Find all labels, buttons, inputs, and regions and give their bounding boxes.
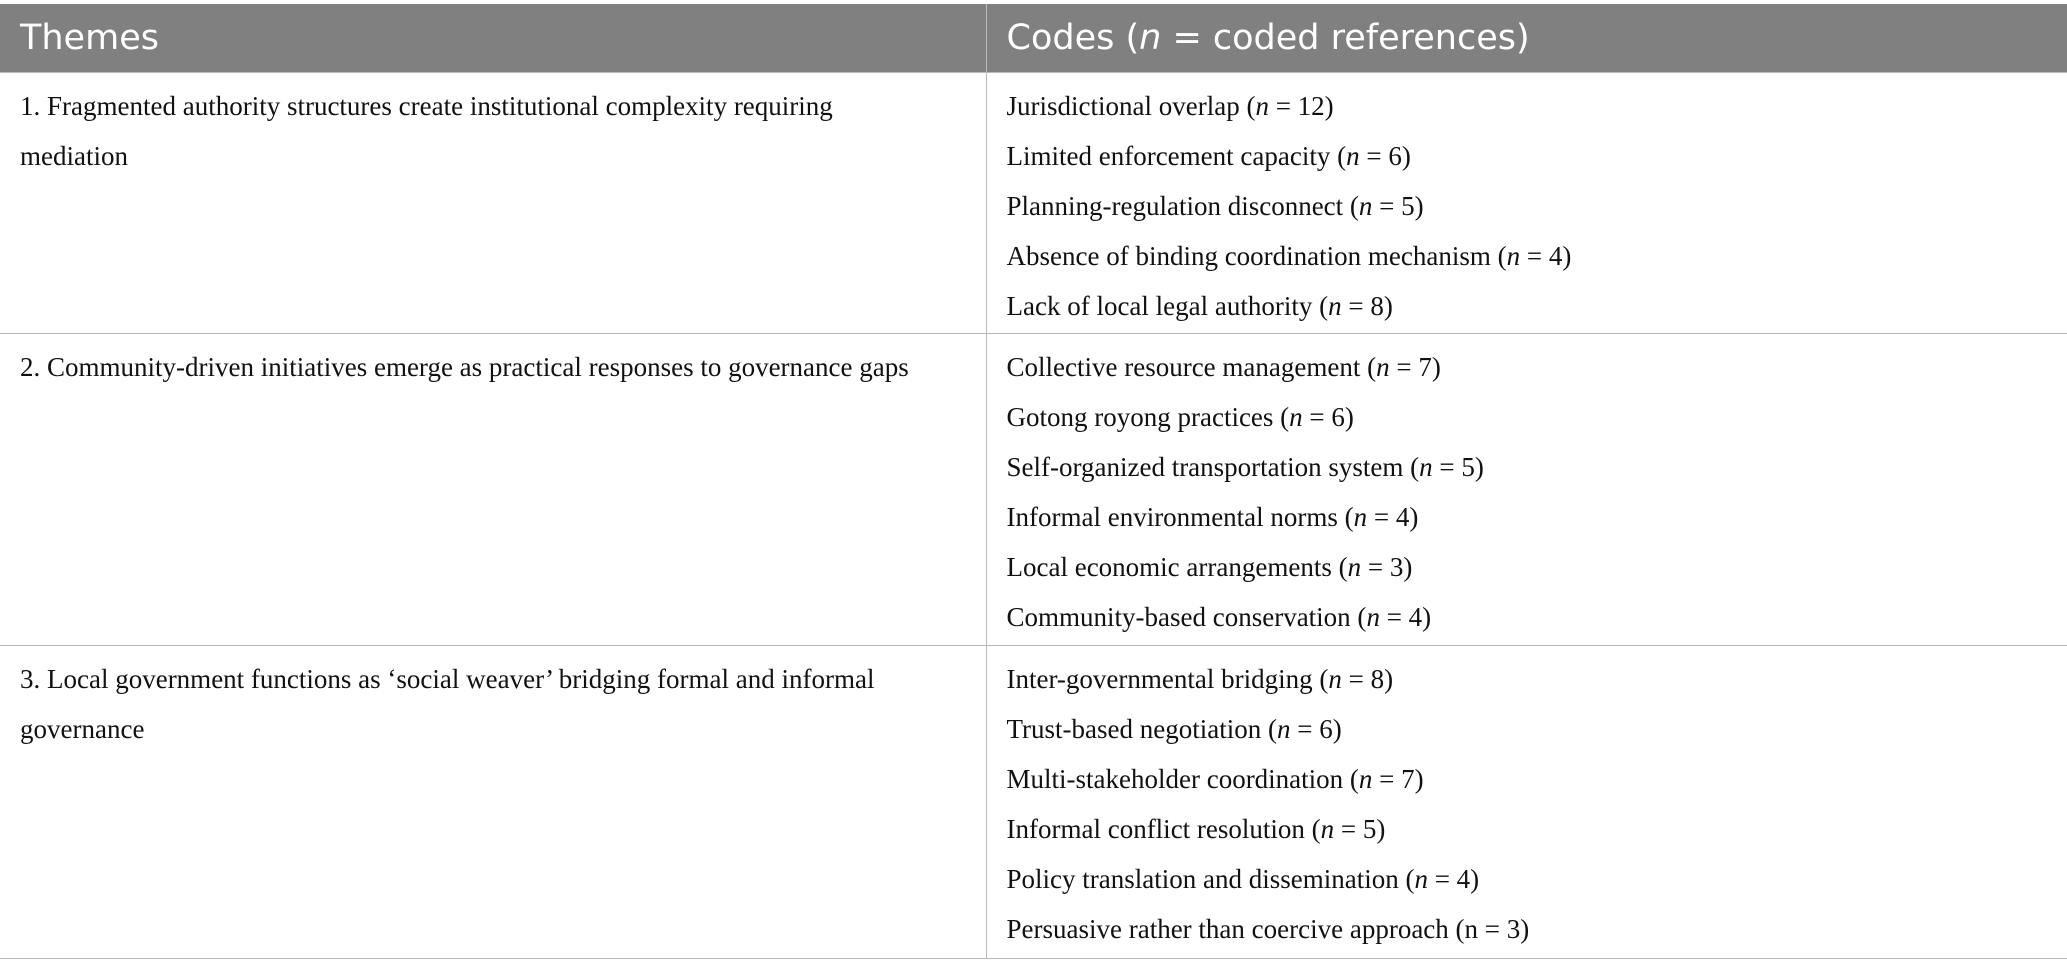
- themes-codes-table: [0, 4, 2067, 959]
- code-item: [1007, 592, 2048, 642]
- code-label: Trust-based negotiation (: [1006, 714, 1277, 744]
- code-label: Limited enforcement capacity (: [1006, 141, 1347, 171]
- table-row: [0, 73, 2067, 334]
- code-count: = 8): [1341, 291, 1393, 321]
- code-item: [1007, 442, 2048, 492]
- theme-text: 2. Community-driven initiatives emerge as practical responses to governance gaps: [20, 352, 909, 382]
- code-count: = 4): [1520, 241, 1572, 271]
- code-label: Jurisdictional overlap (: [1006, 91, 1256, 121]
- code-item: [1007, 804, 2048, 854]
- code-item: [1007, 181, 2048, 231]
- code-label: Community-based conservation (: [1006, 602, 1367, 632]
- code-n: n: [1353, 502, 1368, 532]
- code-item: [1007, 131, 2048, 181]
- code-count: = 5): [1372, 191, 1424, 221]
- code-label: Policy translation and dissemination (: [1006, 864, 1415, 894]
- codes-cell: [986, 73, 2067, 334]
- code-n: n: [1320, 814, 1335, 844]
- table-row: [0, 334, 2067, 646]
- code-n: n: [1414, 864, 1428, 894]
- code-n: n: [1276, 714, 1291, 744]
- codes-cell: [986, 646, 2067, 959]
- code-count: = 8): [1341, 664, 1394, 694]
- table-row: [0, 646, 2067, 959]
- code-n: n: [1358, 191, 1373, 221]
- code-n: n: [1419, 452, 1433, 482]
- code-label: Collective resource management (: [1006, 352, 1377, 382]
- code-count: = 6): [1302, 402, 1354, 432]
- header-row: [0, 4, 2067, 73]
- code-item: [1007, 542, 2048, 592]
- code-n: n: [1289, 402, 1303, 432]
- code-label: Self-organized transportation system (: [1006, 452, 1420, 482]
- code-count: = 6): [1359, 141, 1411, 171]
- code-label: Local economic arrangements (: [1006, 552, 1348, 582]
- code-item: [1007, 81, 2048, 131]
- code-count: = 4): [1367, 502, 1419, 532]
- theme-text: 3. Local government functions as ‘social weaver’ bridging formal and informal governance: [20, 664, 875, 744]
- code-n: n: [1346, 141, 1360, 171]
- theme-text: 1. Fragmented authority structures create institutional complexity requiring mediation: [20, 91, 833, 171]
- code-item: [1007, 492, 2048, 542]
- code-label: Lack of local legal authority (: [1006, 291, 1329, 321]
- code-item: [1007, 704, 2048, 754]
- code-item: [1007, 854, 2048, 904]
- header-codes: [986, 4, 2067, 73]
- code-n: n: [1506, 241, 1521, 271]
- table-body: [0, 73, 2067, 959]
- code-n: n: [1347, 552, 1362, 582]
- codes-cell: [986, 334, 2067, 646]
- table-header: [0, 4, 2067, 73]
- code-label: Planning-regulation disconnect (: [1006, 191, 1359, 221]
- code-n: n: [1366, 602, 1380, 632]
- code-item: [1007, 754, 2048, 804]
- themes-codes-table-wrapper: [0, 4, 2067, 959]
- code-count: = 7): [1389, 352, 1441, 382]
- code-label: Inter-governmental bridging (: [1006, 664, 1329, 694]
- code-count: = 4): [1427, 864, 1480, 894]
- code-n: n: [1358, 764, 1373, 794]
- code-count: = 6): [1290, 714, 1342, 744]
- code-count: = 3): [1361, 552, 1413, 582]
- code-n: n: [1376, 352, 1390, 382]
- code-count: = 7): [1372, 764, 1424, 794]
- header-codes-suffix: = coded references): [1161, 18, 1530, 58]
- code-label: Informal conflict resolution (: [1006, 814, 1321, 844]
- code-label: Informal environmental norms (: [1006, 502, 1354, 532]
- code-item: [1007, 392, 2048, 442]
- code-count: = 12): [1268, 91, 1334, 121]
- theme-cell: [0, 73, 986, 334]
- theme-cell: [0, 646, 986, 959]
- code-item: [1007, 904, 2048, 954]
- code-item: [1007, 342, 2048, 392]
- code-n: n: [1328, 664, 1342, 694]
- code-count: = 5): [1432, 452, 1484, 482]
- code-label: Absence of binding coordination mechanism (: [1006, 241, 1507, 271]
- code-n: n: [1328, 291, 1342, 321]
- header-codes-n: n: [1139, 18, 1162, 58]
- header-codes-prefix: Codes (: [1006, 18, 1140, 58]
- header-themes: Themes: [0, 4, 986, 73]
- code-n: n: [1255, 91, 1269, 121]
- code-count: = 4): [1379, 602, 1432, 632]
- code-label: Persuasive rather than coercive approach (n = 3): [1006, 914, 1530, 944]
- code-label: Gotong royong practices (: [1006, 402, 1290, 432]
- theme-cell: [0, 334, 986, 646]
- code-item: [1007, 654, 2048, 704]
- code-count: = 5): [1334, 814, 1386, 844]
- code-label: Multi-stakeholder coordination (: [1006, 764, 1359, 794]
- code-item: [1007, 281, 2048, 331]
- code-item: [1007, 231, 2048, 281]
